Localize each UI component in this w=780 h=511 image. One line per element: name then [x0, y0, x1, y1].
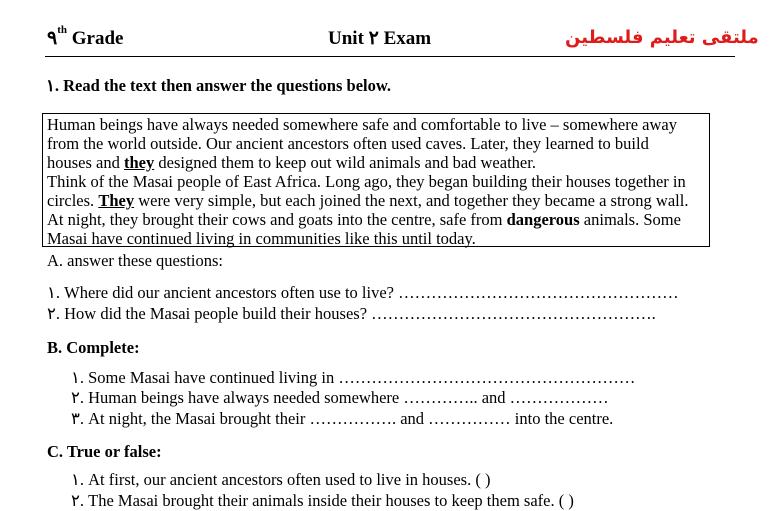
- grade-label: [47, 23, 124, 50]
- section-b-heading: B. Complete:: [47, 338, 140, 357]
- question-item: ٢. How did the Masai people build their houses? …………………………………………….: [47, 304, 656, 323]
- underlined-word: They: [98, 191, 135, 210]
- passage-line: Think of the Masai people of East Africa. Long ago, they began building their houses together in: [47, 172, 686, 191]
- passage-line: from the world outside. Our ancient ancestors often used caves. Later, they learned to build: [47, 134, 649, 153]
- question-item: ٢. The Masai brought their animals inside their houses to keep them safe. ( ): [71, 491, 574, 510]
- passage-line: Masai have continued living in communities like this until today.: [47, 229, 476, 248]
- grade-word: Grade: [71, 28, 124, 49]
- section-c-heading: C. True or false:: [47, 442, 162, 461]
- grade-suffix: th: [57, 23, 67, 36]
- question-item: ١. Where did our ancient ancestors often use to live? ……………………………………………: [47, 283, 679, 302]
- passage-line: Human beings have always needed somewhere safe and comfortable to live – somewhere away: [47, 115, 677, 134]
- question-item: ١. At first, our ancient ancestors often used to live in houses. ( ): [71, 470, 491, 489]
- question-item: ٣. At night, the Masai brought their ……………. and …………… into the centre.: [71, 409, 614, 428]
- bold-word: dangerous: [506, 210, 580, 229]
- passage-line: At night, they brought their cows and goats into the centre, safe from dangerous animals. Some: [47, 210, 681, 229]
- question-item: ١. Some Masai have continued living in ………………………………………………: [71, 368, 636, 387]
- header-divider: [45, 56, 735, 57]
- question-heading: ١. Read the text then answer the questions below.: [46, 76, 391, 95]
- passage-line: circles. They were very simple, but each joined the next, and together they became a strong wall.: [47, 191, 689, 210]
- section-a-heading: A. answer these questions:: [47, 251, 223, 270]
- question-item: ٢. Human beings have always needed somewhere ………….. and ………………: [71, 388, 609, 407]
- site-name: ملتقى تعليم فلسطين: [565, 27, 759, 48]
- grade-number: ٩: [47, 28, 58, 49]
- underlined-word: they: [124, 153, 155, 172]
- passage-line: houses and they designed them to keep out wild animals and bad weather.: [47, 153, 536, 172]
- unit-title: Unit ٢ Exam: [328, 28, 432, 49]
